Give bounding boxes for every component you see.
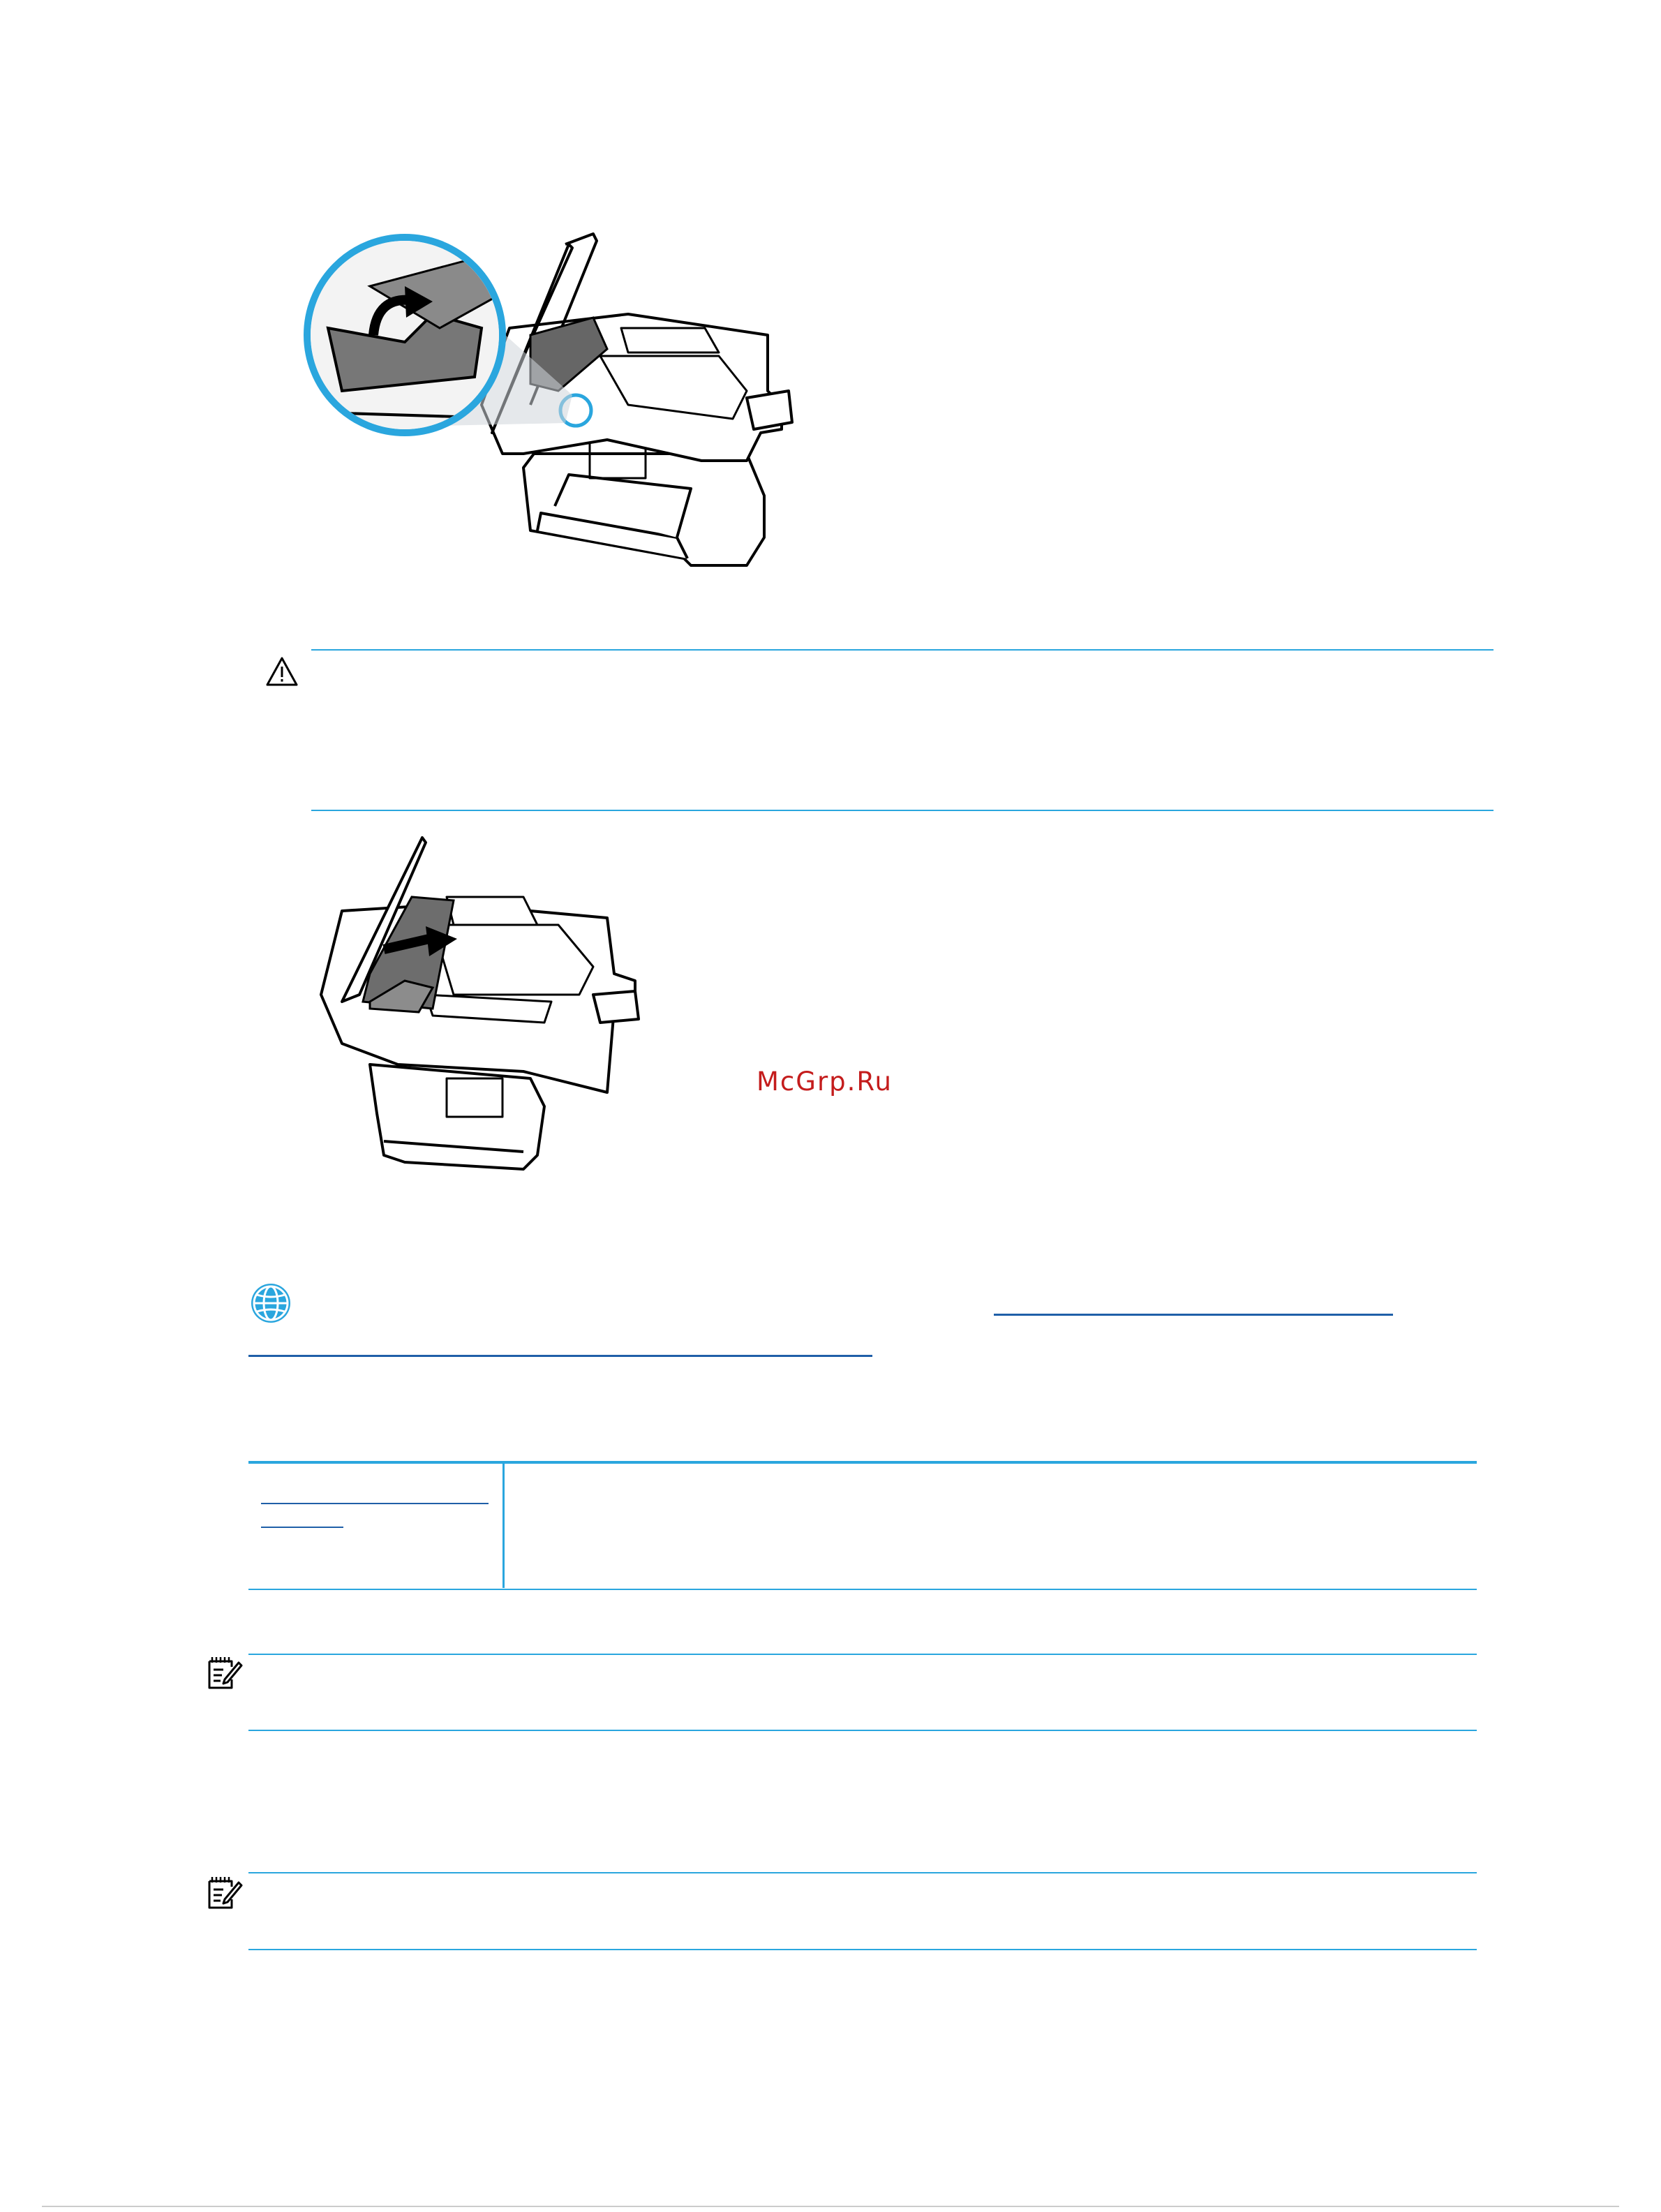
printer-adf-magnifier-figure <box>300 230 803 579</box>
printer-adf-open-figure <box>314 834 649 1183</box>
note-2-bottom-rule <box>248 1949 1477 1950</box>
watermark-text: McGrp.Ru <box>757 1067 893 1097</box>
note-2-top-rule <box>248 1872 1477 1873</box>
globe-icon <box>248 1281 293 1326</box>
warning-bottom-rule <box>311 810 1494 811</box>
table-column-divider <box>502 1462 505 1588</box>
table-top-rule <box>248 1461 1477 1464</box>
web-link-underline-2[interactable] <box>248 1355 872 1357</box>
warning-triangle-icon <box>265 656 299 687</box>
footer-rule <box>42 2206 1619 2207</box>
web-link-underline-1[interactable] <box>994 1314 1393 1316</box>
warning-top-rule <box>311 649 1494 651</box>
note-1-bottom-rule <box>248 1730 1477 1731</box>
note-1-top-rule <box>248 1654 1477 1655</box>
note-pencil-icon <box>207 1876 243 1910</box>
table-bottom-rule <box>248 1589 1477 1590</box>
note-pencil-icon <box>207 1656 243 1691</box>
table-cell-link-underline-1[interactable] <box>261 1503 489 1504</box>
table-cell-link-underline-2[interactable] <box>261 1527 343 1528</box>
